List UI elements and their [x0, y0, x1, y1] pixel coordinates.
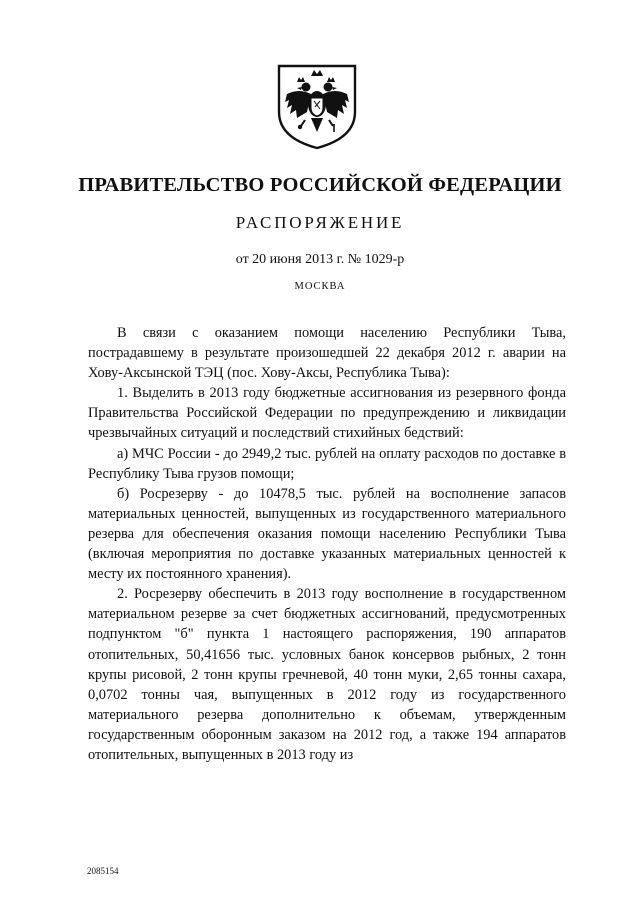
document-city: МОСКВА — [294, 281, 346, 292]
coat-of-arms-icon — [273, 60, 361, 150]
paragraph-item-2: 2. Росрезерву обеспечить в 2013 году восполнение в государственном материальном резерве за счет бюджетных ассигнований, предусмотренных подпунктом "б" пункта 1 настоящего распоряжения, 190 аппаратов отопительных, 50,41656 тыс. условных банок консервов рыбных, 2 тонн крупы рисовой, 2 тонн крупы гречневой, 40 тонн муки, 2,65 тонны сахара, 0,0702 тонны чая, выпущенных в 2012 году из государственного материального резерва дополнительно к объемам, утвержденным государственным оборонным заказом на 2012 год, а также 194 аппаратов отопительных, выпущенных в 2013 году из — [88, 586, 566, 763]
paragraph-item-1a: а) МЧС России - до 2949,2 тыс. рублей на оплату расходов по доставке в Республику Тыва грузов помощи; — [88, 445, 566, 482]
document-date-number: от 20 июня 2013 г. № 1029-р — [235, 252, 405, 267]
paragraph-intro: В связи с оказанием помощи населению Республики Тыва, пострадавшему в результате произошедшей 22 декабря 2012 г. аварии на Хову-Аксынской ТЭЦ (пос. Хову-Аксы, Республика Тыва): — [88, 325, 566, 382]
footer-document-code: 2085154 — [87, 866, 119, 876]
government-heading: ПРАВИТЕЛЬСТВО РОССИЙСКОЙ ФЕДЕРАЦИИ — [78, 174, 562, 196]
paragraph-item-1b: б) Росрезерву - до 10478,5 тыс. рублей на восполнение запасов материальных ценностей, выпущенных из государственного материального резерва для обеспечения оказания помощи населению Республики Тыва (включая мероприятия по доставке указанных материальных ценностей к месту их постоянного хранения). — [88, 485, 566, 583]
document-body — [88, 323, 566, 765]
document-type: РАСПОРЯЖЕНИЕ — [235, 213, 405, 232]
paragraph-item-1: 1. Выделить в 2013 году бюджетные ассигнования из резервного фонда Правительства Российской Федерации по предупреждению и ликвидации чрезвычайных ситуаций и последствий стихийных бедствий: — [88, 385, 566, 442]
